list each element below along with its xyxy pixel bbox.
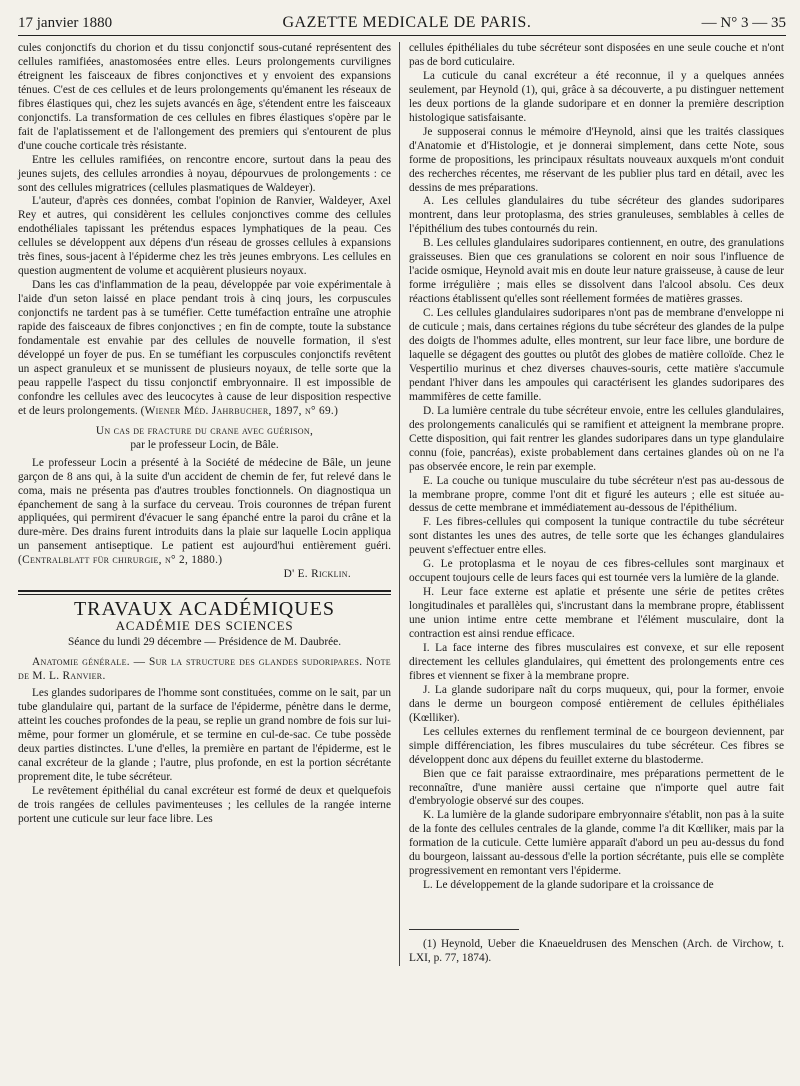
header-page-number: — N° 3 — 35 bbox=[701, 15, 786, 31]
proposition-g: G. Le protoplasma et le noyau de ces fibres-cellules sont marginaux et occupent toujours celle de leurs faces qui est tournée vers la lumière de la glande. bbox=[409, 558, 784, 585]
left-column bbox=[18, 42, 400, 966]
header-date: 17 janvier 1880 bbox=[18, 15, 113, 31]
section-divider bbox=[18, 590, 391, 592]
academy-title: ACADÉMIE DES SCIENCES bbox=[115, 618, 294, 634]
paragraph: Les glandes sudoripares de l'homme sont constituées, comme on le sait, par un tube glandulaire qui, partant de la surface de l'épiderme, pénètre dans le derme, atteint les couches profondes de la peau, se replie un grand nombre de fois sur lui-même, pour former un glomérule, et se termine en cul-de-sac. Ce tube possède deux parties distinctes. L'une d'elles, la première en partant de l'épiderme, est le canal excréteur de la glande ; l'autre, plus profonde, en est la portion sécrétante proprement dite, le tube sécréteur. bbox=[18, 686, 391, 783]
proposition-f: F. Les fibres-cellules qui composent la tunique contractile du tube sécréteur sont distantes les unes des autres, de telle sorte que les échanges glandulaires peuvent s'effectuer entre elles. bbox=[409, 516, 784, 557]
article-byline: par le professeur Locin, de Bâle. bbox=[130, 438, 279, 451]
paragraph bbox=[18, 279, 391, 419]
section-title: TRAVAUX ACADÉMIQUES bbox=[73, 598, 336, 621]
paragraph: Bien que ce fait paraisse extraordinaire, mes préparations permettent de le reconnaître, d'une manière aussi certaine que n'importe quel autre fait d'embryologie observé sur des coupes. bbox=[409, 767, 784, 808]
proposition-c: C. Les cellules glandulaires sudoripares n'ont pas de membrane d'enveloppe ni de cuticule ; mais, dans certaines régions du tube sécréteur des glandes de la pulpe des doigts de l'hommes adulte, elles montrent, sur leur face libre, une bordure de laquelle se dégagent des gouttes ou plutôt des globes de matière colloïde. Chez le Vespertilio murinus et chez diverses chauves-souris, cette matière s'accumule pendant l'hiver dans les ampoules qui caractérisent les glandes sudoripares des mammifères de cette famille. bbox=[409, 307, 784, 403]
paragraph: La cuticule du canal excréteur a été reconnue, il y a quelques années seulement, par Heynold (1), qui, grâce à sa découverte, a pu distinguer nettement les deux portions de la glande sudoripare et en donner la première description histologique satisfaisante. bbox=[409, 69, 784, 124]
proposition-l: L. Le développement de la glande sudoripare et la croissance de bbox=[423, 879, 714, 892]
proposition-j: J. La glande sudoripare naît du corps muqueux, qui, pour la former, envoie dans le derme un bourgeon composé entièrement de cellules épithéliales (Kœlliker). bbox=[409, 683, 784, 724]
paragraph-text: Dans les cas d'inflammation de la peau, développée par voie expérimentale à l'aide d'un seton laissé en place pendant trois à cinq jours, les corpuscules conjonctifs ne tardent pas à se tuméfier. Cette tuméfaction entraîne une atrophie rapide des faisceaux de fibres conjonctives ; en fin de compte, toute la substance fondamentale est envahie par des cellules de nouvelle formation, il s'est développé un foyer de pus. En se tuméfiant les corpuscules conjonctifs revêtent un aspect granuleux et se munissent de plusieurs noyaux, de telle sorte que la peau rappelle l'aspect du tissu conjonctif embryonnaire. Il est impossible de confondre les cellules avec des leucocytes à cause de leur disposition respective et de leurs prolongements. bbox=[18, 279, 391, 417]
citation: (Wiener Méd. Jahrbucher, 1897, n° 69.) bbox=[140, 404, 339, 417]
proposition-k: K. La lumière de la glande sudoripare embryonnaire s'établit, non pas à la suite de la fonte des cellules centrales de la glande, comme l'a dit Kœlliker, mais par la formation de la cuticule. Cette lumière apparaît d'abord un peu au-dessus du fond du bourgeon, laissant au-dessous d'elle la portion sécrétante, puis elle se complète progressivement en remontant vers l'épiderme. bbox=[409, 809, 784, 878]
paragraph: Entre les cellules ramifiées, on rencontre encore, surtout dans la peau des jeunes sujets, des cellules arrondies à noyau, dépourvues de prolongements : ce sont des cellules migratrices (cellules plasmatiques de Waldeyer). bbox=[18, 153, 391, 194]
footnote: (1) Heynold, Ueber die Knaeueldrusen des Menschen (Arch. de Virchow, t. LXI, p. 77, 1874). bbox=[409, 938, 784, 965]
proposition-e: E. La couche ou tunique musculaire du tube sécréteur n'est pas au-dessous de la membrane propre, comme l'ont dit et figuré les auteurs ; elle est située au-dessus de cette membrane et immédiatement au-dessous de l'épithélium. bbox=[409, 474, 784, 515]
citation: (Centralblatt für chirurgie, n° 2, 1880.) bbox=[18, 554, 223, 567]
section-divider-thin bbox=[18, 594, 391, 595]
signature: D' E. Ricklin. bbox=[283, 568, 351, 581]
right-column bbox=[400, 42, 784, 966]
page-header bbox=[18, 14, 786, 36]
paragraph bbox=[18, 457, 391, 569]
paragraph: Le revêtement épithélial du canal excréteur est formé de deux et quelquefois de trois rangées de cellules pavimenteuses ; les cellules de la rangée interne portent une cuticule sur leur face libre. Les bbox=[18, 784, 391, 825]
article-title: Un cas de fracture du crane avec guérison, bbox=[95, 424, 314, 437]
footnote-divider bbox=[409, 929, 519, 930]
paragraph: cules conjonctifs du chorion et du tissu conjonctif sous-cutané représentent des cellules ramifiées, anastomosées entre elles. Leurs prolongements curvilignes étreignent les faisceaux de fibres conjonctives et y envoient des expansions ténues. C'est de ces cellules et de leurs prolongements qu'émanent les réseaux de fibres élastiques qui, chez les sujets avancés en âge, s'étendent entre les faisceaux conjonctifs. La transformation de ces cellules en fibres élastiques s'opère par le fait de l'aplatissement et de l'allongement des premiers qui s'entourent de plus d'une couche corticale très résistante. bbox=[18, 42, 391, 152]
proposition-i: I. La face interne des fibres musculaires est convexe, et sur elle reposent directement les cellules glandulaires, qui émettent des prolongements entre ces fibres et viennent se fixer à la membrane propre. bbox=[409, 641, 784, 682]
proposition-h: H. Leur face externe est aplatie et présente une série de petites crêtes longitudinales et parallèles qui, s'incrustant dans la membrane propre, établissent une union intime entre cette membrane et l'élément musculaire, dont la contraction est ainsi rendue efficace. bbox=[409, 586, 784, 641]
header-title: GAZETTE MEDICALE DE PARIS. bbox=[282, 14, 532, 31]
note-heading: Anatomie générale. — Sur la structure des glandes sudoripares. Note de M. L. Ranvier. bbox=[18, 656, 391, 683]
two-column-body bbox=[18, 42, 786, 966]
paragraph: L'auteur, d'après ces données, combat l'opinion de Ranvier, Waldeyer, Axel Rey et autres, qui considèrent les cellules conjonctives comme des cellules endothéliales tapissant les prétendus espaces lymphatiques de la peau. Ces cellules se développent aux dépens d'un réseau de grosses cellules à expansions très fines, sous-jacent à l'épiderme chez les très jeunes embryons. Les cellules en question augmentent de volume et acquièrent plusieurs noyaux. bbox=[18, 195, 391, 278]
paragraph: Je supposerai connus le mémoire d'Heynold, ainsi que les traités classiques d'Anatomie et d'Histologie, et je donnerai simplement, dans cette Note, sous forme de propositions, les principaux résultats nouveaux auxquels m'ont conduit des recherches récentes, me réservant de les publier plus tard en détail, avec les dessins de mes préparations. bbox=[409, 125, 784, 194]
paragraph-text: Le professeur Locin a présenté à la Société de médecine de Bâle, un jeune garçon de 8 ans qui, à la suite d'un accident de chemin de fer, fut relevé dans le coma, mais ne présenta pas d'autres troubles fonctionnels. On diagnostiqua un épanchement de sang à la surface du cerveau. Trois couronnes de trépan furent appliquées, qui permirent d'évacuer le sang épanché entre la paroi du crâne et la dure-mère. Des drains furent introduits dans la plaie sur laquelle Locin appliqua un pansement antiseptique. Le patient est aujourd'hui entièrement guéri. bbox=[18, 456, 391, 553]
session-line: Séance du lundi 29 décembre — Présidence de M. Daubrée. bbox=[67, 636, 342, 649]
proposition-a: A. Les cellules glandulaires du tube sécréteur des glandes sudoripares montrent, dans leur protoplasma, des stries granuleuses, semblables à celles de l'épithélium des tubes contournés du rein. bbox=[409, 195, 784, 236]
proposition-b: B. Les cellules glandulaires sudoripares contiennent, en outre, des granulations graisseuses. Bien que ces granulations se colorent en noir sous l'influence de l'acide osmique, Heynold avait mis en doute leur nature graisseuse, à cause de leur forme irrégulière ; mais elles se dissolvent dans l'alcool absolu. Ces deux réactions établissent qu'elles sont réellement formées de matières grasses. bbox=[409, 237, 784, 306]
proposition-d: D. La lumière centrale du tube sécréteur envoie, entre les cellules glandulaires, des prolongements canaliculés qui se ramifient et atteignent la membrane propre. Cette disposition, qui fait rentrer les glandes sudoripares dans un type glandulaire connu (foie, pancréas), existe probablement dans certaines glandes où on ne l'a pas observée encore, le rein par exemple. bbox=[409, 404, 784, 473]
paragraph: cellules épithéliales du tube sécréteur sont disposées en une seule couche et n'ont pas de bord cuticulaire. bbox=[409, 42, 784, 68]
paragraph: Les cellules externes du renflement terminal de ce bourgeon deviennent, par simple différenciation, les fibres musculaires du tube sécréteur. Ces fibres se développent donc aux dépens du feuillet externe du blastoderme. bbox=[409, 725, 784, 766]
